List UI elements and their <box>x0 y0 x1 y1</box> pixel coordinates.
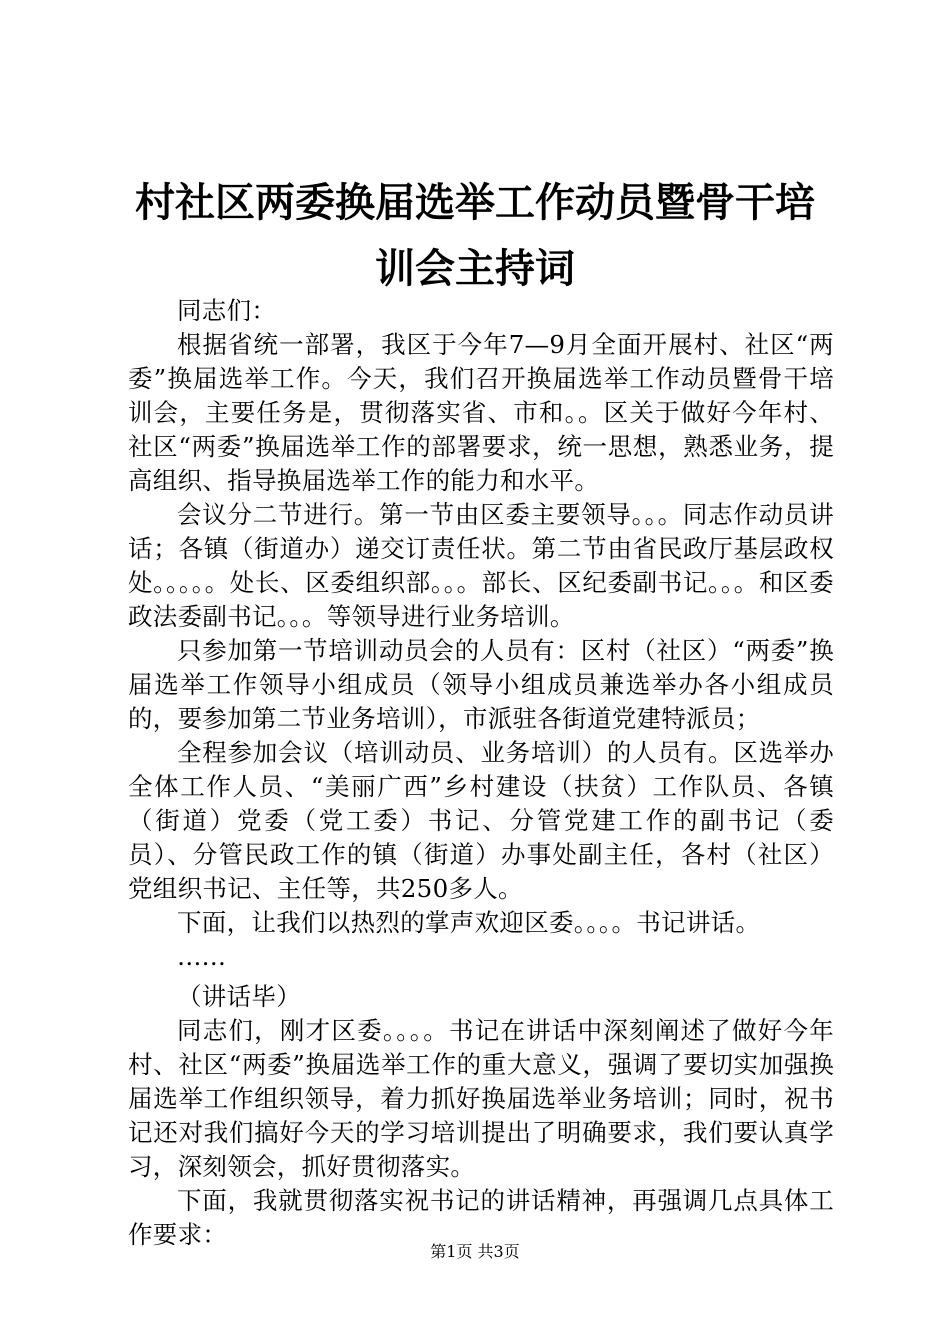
body-paragraph: 下面，我就贯彻落实祝书记的讲话精神，再强调几点具体工作要求： <box>128 1186 834 1249</box>
document-body <box>128 294 834 1252</box>
body-paragraph: 根据省统一部署，我区于今年7—9月全面开展村、社区“两委”换届选举工作。今天，我们召开换届选举工作动员暨骨干培训会，主要任务是，贯彻落实省、市和。。区关于做好今年村、社区“两委”换届选举工作的部署要求，统一思想，熟悉业务，提高组织、指导换届选举工作的能力和水平。 <box>128 330 835 495</box>
body-paragraph: 全程参加会议（培训动员、业务培训）的人员有。区选举办全体工作人员、“美丽广西”乡村建设（扶贫）工作队员、各镇（街道）党委（党工委）书记、分管党建工作的副书记（委员）、分管民政工作的镇（街道）办事处副主任，各村（社区）党组织书记、主任等，共250多人。 <box>128 738 834 903</box>
document-title: 村社区两委换届选举工作动员暨骨干培训会主持词 <box>135 179 815 292</box>
body-paragraph: （讲话毕） <box>177 982 301 1011</box>
body-paragraph: 只参加第一节培训动员会的人员有：区村（社区）“两委”换届选举工作领导小组成员（领导小组成员兼选举办各小组成员的，要参加第二节业务培训），市派驻各街道党建特派员； <box>128 636 834 733</box>
ellipsis-line: …… <box>177 942 226 971</box>
salutation-paragraph: 同志们： <box>177 296 277 325</box>
body-paragraph: 下面，让我们以热烈的掌声欢迎区委。。。。书记讲话。 <box>177 908 761 937</box>
body-paragraph: 同志们，刚才区委。。。。书记在讲话中深刻阐述了做好今年村、社区“两委”换届选举工作的重大意义，强调了要切实加强换届选举工作组织领导，着力抓好换届选举业务培训；同时，祝书记还对我们搞好今天的学习培训提出了明确要求，我们要认真学习，深刻领会，抓好贯彻落实。 <box>128 1016 834 1181</box>
body-paragraph: 会议分二节进行。第一节由区委主要领导。。。同志作动员讲话；各镇（街道办）递交订责任状。第二节由省民政厅基层政权处。。。。。处长、区委组织部。。。部长、区纪委副书记。。。和区委政法委副书记。。。等领导进行业务培训。 <box>128 500 834 631</box>
page-footer: 第1页 共3页 <box>430 1242 520 1261</box>
